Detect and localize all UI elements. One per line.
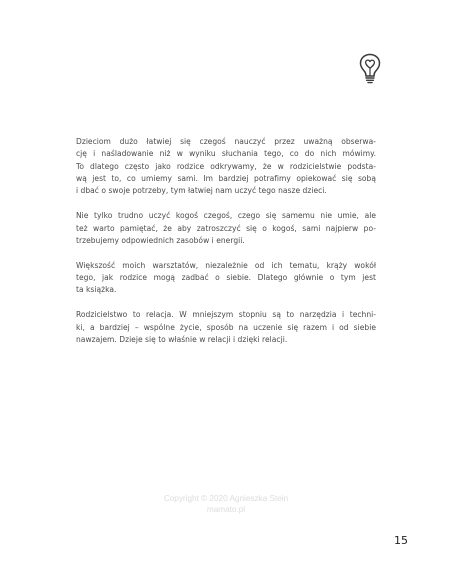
paragraph xyxy=(76,210,376,247)
text-line: ki, a bardziej – wspólne życie, sposób na uczenie się razem i od siebie xyxy=(76,322,376,332)
text-line: tego, jak rodzice mogą zadbać o siebie. Dlatego głównie o tym jest xyxy=(76,273,376,283)
text-line: też warto pamiętać, że aby zatroszczyć się o kogoś, sami najpierw po- xyxy=(76,223,376,233)
copyright-text: Copyright © 2020 Agnieszka Stein xyxy=(163,494,289,503)
text-line: To dlatego często jako rodzice odkrywamy, że w rodzicielstwie podsta- xyxy=(76,161,376,171)
text-line: Większość moich warsztatów, niezależnie od ich tematu, krąży wokół xyxy=(76,260,376,270)
text-line: ta książka. xyxy=(76,285,117,295)
copyright-footer xyxy=(0,493,452,515)
text-line: Rodzicielstwo to relacja. W mniejszym stopniu są to narzędzia i techni- xyxy=(76,310,376,320)
page-number: 15 xyxy=(394,534,408,547)
text-line: Nie tylko trudno uczyć kogoś czegoś, czego się samemu nie umie, ale xyxy=(76,211,376,221)
paragraph xyxy=(76,309,376,346)
site-url: mamato.pl xyxy=(206,505,246,514)
text-line: cję i naśladowanie niż w wyniku słuchania tego, co do nich mówimy. xyxy=(76,149,376,159)
paragraph xyxy=(76,136,376,198)
paragraph xyxy=(76,260,376,297)
text-line: trzebujemy odpowiednich zasobów i energii. xyxy=(76,235,245,245)
text-line: Dzieciom dużo łatwiej się czegoś nauczyć przez uważną obserwa- xyxy=(76,137,376,146)
text-line: i dbać o swoje potrzeby, tym łatwiej nam uczyć tego nasze dzieci. xyxy=(76,186,327,196)
body-text xyxy=(76,136,376,359)
lightbulb-heart-icon xyxy=(358,52,382,86)
text-line: wą jest to, co umiemy sami. Im bardziej potrafimy opiekować się sobą xyxy=(76,174,376,184)
text-line: nawzajem. Dzieje się to właśnie w relacji i dzięki relacji. xyxy=(76,334,288,344)
